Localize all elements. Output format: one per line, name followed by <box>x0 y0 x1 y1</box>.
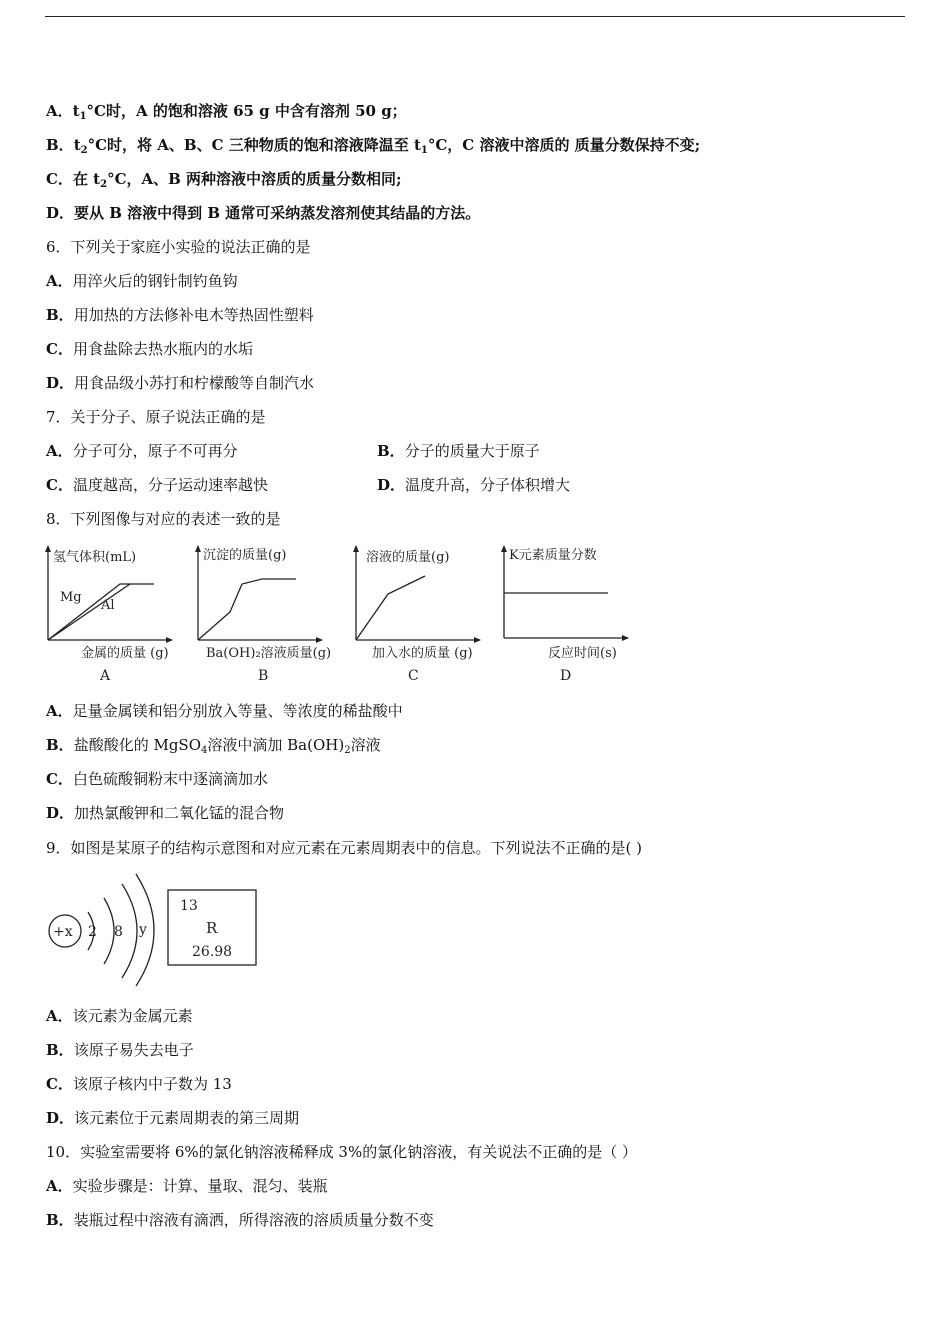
q5-option-a: A．$t_1^\circ C$时，A 的饱和溶液 65 g 中含有溶剂 50 g； <box>46 102 407 122</box>
q7-option-c: C．温度越高，分子运动速率越快 <box>46 476 268 494</box>
q8-option-d: D．加热氯酸钾和二氧化锰的混合物 <box>46 804 285 822</box>
chart-d-ylabel: K元素质量分数 <box>509 548 597 563</box>
shell-3-count: y <box>139 922 147 938</box>
q9-option-b: B．该原子易失去电子 <box>46 1041 194 1059</box>
chart-a-xlabel: 金属的质量 (g) <box>81 646 169 661</box>
shell-3-arc <box>122 884 137 978</box>
chart-c-letter: C <box>408 668 419 684</box>
header-rule <box>45 16 905 17</box>
q9-option-a: A．该元素为金属元素 <box>46 1007 193 1025</box>
chart-b-letter: B <box>258 668 269 684</box>
element-number: 13 <box>180 898 198 914</box>
series-mg-label: Mg <box>60 590 82 605</box>
q7-stem: 7．关于分子、原子说法正确的是 <box>46 408 266 426</box>
q5-option-b: B．$t_2^\circ C$时，将 A、B、C 三种物质的饱和溶液降温至 $t_1^\circ C$，C 溶液中溶质的 质量分数保持不变; <box>46 136 701 156</box>
q6-option-a: A．用淬火后的钢针制钓鱼钩 <box>46 272 238 290</box>
chart-b-xlabel: Ba(OH)₂溶液质量(g) <box>206 646 332 661</box>
chart-b-line <box>198 579 296 640</box>
chart-c-line <box>356 576 425 640</box>
q6-stem: 6．下列关于家庭小实验的说法正确的是 <box>46 238 311 256</box>
element-mass: 26.98 <box>192 944 233 960</box>
q9-stem: 9．如图是某原子的结构示意图和对应元素在元素周期表中的信息。下列说法不正确的是( ) <box>46 839 643 857</box>
q6-option-b: B．用加热的方法修补电木等热固性塑料 <box>46 306 314 324</box>
chart-b-ylabel: 沉淀的质量(g) <box>203 548 287 563</box>
q9-figure <box>40 868 280 988</box>
q9-option-d: D．该元素位于元素周期表的第三周期 <box>46 1109 300 1127</box>
q8-stem: 8．下列图像与对应的表述一致的是 <box>46 510 281 528</box>
nucleus-charge: +x <box>53 924 73 940</box>
q8-charts <box>0 538 950 688</box>
chart-c-ylabel: 溶液的质量(g) <box>366 550 450 565</box>
q6-option-d: D．用食品级小苏打和柠檬酸等自制汽水 <box>46 374 315 392</box>
q5-option-d: D．要从 B 溶液中得到 B 通常可采纳蒸发溶剂使其结晶的方法。 <box>46 204 481 222</box>
chart-a-ylabel: 氢气体积(mL) <box>53 550 137 565</box>
q10-option-a: A．实验步骤是：计算、量取、混匀、装瓶 <box>46 1177 328 1195</box>
q8-option-c: C．白色硫酸铜粉末中逐滴滴加水 <box>46 770 268 788</box>
q7-option-d: D．温度升高，分子体积增大 <box>377 476 571 494</box>
q5-option-c: C．在 $t_2^\circ C$，A、B 两种溶液中溶质的质量分数相同; <box>46 170 402 190</box>
q10-stem: 10．实验室需要将 6%的氯化钠溶液稀释成 3%的氯化钠溶液，有关说法不正确的是（ ） <box>46 1143 637 1161</box>
chart-d-letter: D <box>560 668 572 684</box>
q8-option-b: B．盐酸酸化的 MgSO$_4$溶液中滴加 $Ba(OH)_2$溶液 <box>46 736 381 756</box>
chart-c-xlabel: 加入水的质量 (g) <box>372 646 473 661</box>
element-symbol: R <box>206 919 218 937</box>
atom-structure-diagram <box>49 874 256 986</box>
q8-option-a: A．足量金属镁和铝分别放入等量、等浓度的稀盐酸中 <box>46 702 403 720</box>
chart-d-xlabel: 反应时间(s) <box>548 646 617 661</box>
q7-option-b: B．分子的质量大于原子 <box>377 442 540 460</box>
shell-2-arc <box>104 898 114 964</box>
chart-a-letter: A <box>100 668 111 684</box>
q10-option-b: B．装瓶过程中溶液有滴洒，所得溶液的溶质质量分数不变 <box>46 1211 434 1229</box>
q9-option-c: C．该原子核内中子数为 13 <box>46 1075 232 1093</box>
shell-2-count: 8 <box>114 924 123 940</box>
q7-option-a: A．分子可分，原子不可再分 <box>46 442 238 460</box>
q6-option-c: C．用食盐除去热水瓶内的水垢 <box>46 340 253 358</box>
shell-1-count: 2 <box>88 924 97 940</box>
series-al-label: Al <box>101 598 115 613</box>
